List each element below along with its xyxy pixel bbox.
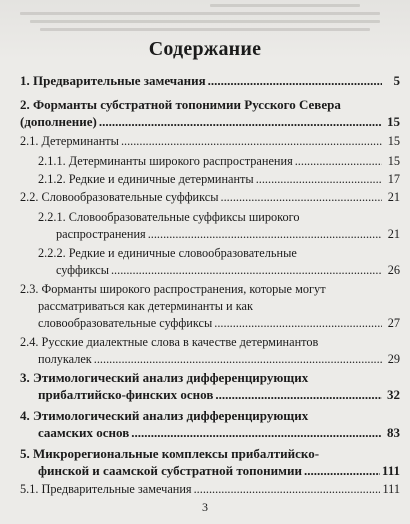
toc-page-number: 29	[387, 352, 400, 366]
toc-entry	[20, 407, 400, 441]
toc-entry-title: 2.2.1. Словообразовательные суффиксы широкого	[38, 210, 300, 224]
toc-entry-title-continued: рассматриваться как детерминанты и как	[38, 299, 253, 313]
leader-dots	[214, 315, 382, 332]
toc-entry	[20, 72, 400, 89]
toc-entry-title: 2. Форманты субстратной топонимии Русского Севера	[20, 97, 341, 112]
toc-page-number: 32	[387, 387, 400, 402]
leader-dots	[94, 351, 382, 368]
leader-dots	[194, 481, 381, 498]
toc-entry-title: 2.2.2. Редкие и единичные словообразовательные	[38, 246, 297, 260]
toc-entry-title: 2.4. Русские диалектные слова в качестве детерминантов	[20, 335, 319, 349]
toc-entry-title-continued: (дополнение)	[20, 114, 97, 129]
toc-entry	[20, 369, 400, 403]
toc-entry-title: 2.1. Детерминанты	[20, 134, 119, 148]
toc-entry-title-continued: распространения	[56, 227, 146, 241]
page-title: Содержание	[148, 38, 262, 60]
toc-page-number: 27	[387, 316, 400, 330]
leader-dots	[221, 189, 382, 206]
toc-page-number: 15	[387, 134, 400, 148]
toc-entry-title: 2.3. Форманты широкого распространения, которые могут	[20, 282, 326, 296]
toc-entry-title: 5.1. Предварительные замечания	[20, 482, 192, 496]
toc-entry-title: 2.1.2. Редкие и единичные детерминанты	[38, 172, 254, 186]
toc-page-number: 15	[387, 114, 400, 129]
leader-dots	[295, 153, 382, 170]
leader-dots	[148, 226, 382, 243]
toc-entry-title: 1. Предварительные замечания	[20, 73, 206, 88]
toc-entry-title-continued: суффиксы	[56, 263, 109, 277]
toc-entry	[20, 481, 400, 498]
toc-entry-title-continued: полукалек	[38, 352, 92, 366]
leader-dots	[215, 386, 382, 403]
toc-entry	[38, 153, 400, 170]
leader-dots	[99, 113, 382, 130]
toc-entry-title-continued: финской и саамской субстратной топонимии	[38, 463, 302, 478]
toc-entry-title: 4. Этимологический анализ дифференцирующих	[20, 408, 309, 423]
toc-entry	[20, 445, 400, 479]
toc-page-number: 111	[382, 482, 400, 496]
toc-entry-title: 3. Этимологический анализ дифференцирующих	[20, 370, 309, 385]
toc-page-number: 21	[387, 190, 400, 204]
leader-dots	[304, 462, 380, 479]
toc-page-number: 17	[387, 172, 400, 186]
toc-entry	[38, 209, 400, 243]
toc-page-number: 15	[387, 154, 400, 168]
toc-entry	[20, 189, 400, 206]
toc-entry-title-continued: прибалтийско-финских основ	[38, 387, 214, 402]
toc-entry	[20, 334, 400, 368]
toc-entry-title: 2.1.1. Детерминанты широкого распространения	[38, 154, 293, 168]
toc-entry-title: 5. Микрорегиональные комплексы прибалтийско-	[20, 446, 320, 461]
leader-dots	[111, 262, 382, 279]
toc-page-number: 26	[387, 263, 400, 277]
leader-dots	[256, 171, 382, 188]
leader-dots	[131, 424, 382, 441]
toc-entry	[20, 281, 400, 332]
page-number: 3	[202, 500, 208, 514]
toc-page-number: 111	[381, 463, 400, 478]
leader-dots	[121, 133, 382, 150]
toc-entry-title: 2.2. Словообразовательные суффиксы	[20, 190, 219, 204]
toc-entry	[38, 171, 400, 188]
toc-entry-title-continued: саамских основ	[38, 425, 130, 440]
toc-entry	[20, 96, 400, 130]
toc-page-number: 83	[387, 425, 400, 440]
toc-entry	[20, 133, 400, 150]
toc-page-number: 5	[393, 73, 400, 88]
leader-dots	[208, 72, 382, 89]
toc-entry	[38, 245, 400, 279]
toc-page-number: 21	[387, 227, 400, 241]
toc-entry-title-continued: словообразовательные суффиксы	[38, 316, 213, 330]
